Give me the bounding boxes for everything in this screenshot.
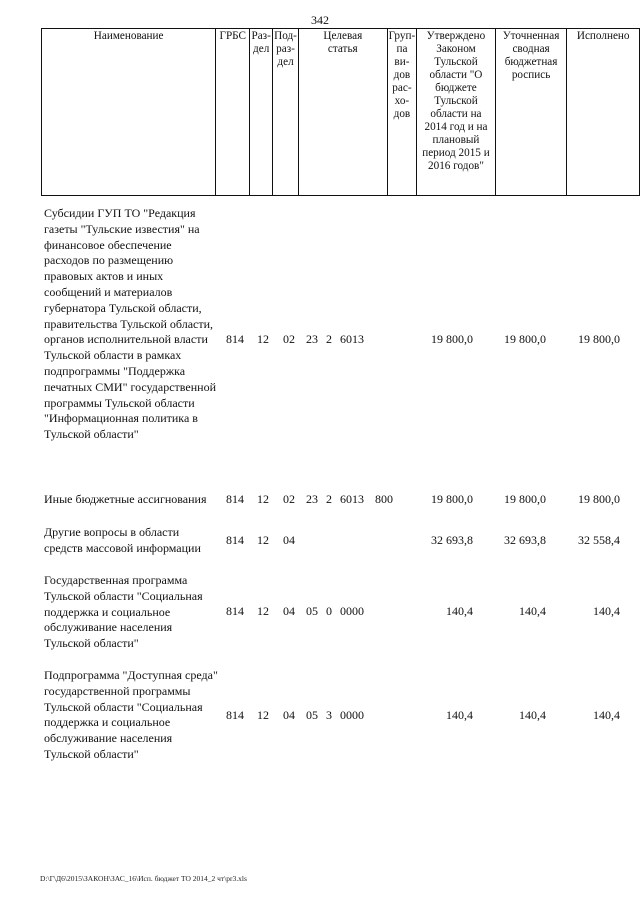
row-target-direction: 6013 <box>340 332 364 346</box>
header-podrazdel: Под- раз- дел <box>273 29 299 196</box>
header-razdel: Раз- дел <box>250 29 273 196</box>
row-name: Другие вопросы в области средств массовой информации <box>44 525 201 555</box>
row-approved: 140,4 <box>446 708 473 722</box>
header-grbs: ГРБС <box>216 29 250 196</box>
row-target-direction: 0000 <box>340 708 364 722</box>
row-razdel: 12 <box>257 492 269 506</box>
row-grbs: 814 <box>226 604 244 618</box>
row-specified: 140,4 <box>519 708 546 722</box>
row-name: Подпрограмма "Доступная среда" государственной программы Тульской области "Социальная поддержка и социальное обслуживание населения Тульской области" <box>44 668 218 761</box>
row-target-program: 05 <box>306 708 318 722</box>
row-podrazdel: 02 <box>283 332 295 346</box>
row-executed: 32 558,4 <box>578 533 620 547</box>
row-executed: 19 800,0 <box>578 492 620 506</box>
header-executed: Исполнено <box>567 29 640 196</box>
row-approved: 19 800,0 <box>431 332 473 346</box>
row-podrazdel: 02 <box>283 492 295 506</box>
header-name: Наименование <box>42 29 216 196</box>
row-approved: 140,4 <box>446 604 473 618</box>
row-target-subprogram: 2 <box>326 492 332 506</box>
file-path: D:\Г\Д6\2015\ЗАКОН\ЗАС_16\Исп. бюджет ТО 2014_2 чт\pr3.xls <box>40 874 247 883</box>
row-grbs: 814 <box>226 332 244 346</box>
row-grbs: 814 <box>226 533 244 547</box>
row-name: Государственная программа Тульской области "Социальная поддержка и социальное обслуживание населения Тульской области" <box>44 573 203 651</box>
row-specified: 32 693,8 <box>504 533 546 547</box>
row-target-program: 23 <box>306 332 318 346</box>
row-specified: 19 800,0 <box>504 492 546 506</box>
row-specified: 19 800,0 <box>504 332 546 346</box>
row-razdel: 12 <box>257 708 269 722</box>
row-target-program: 23 <box>306 492 318 506</box>
row-target-subprogram: 2 <box>326 332 332 346</box>
header-approved: Утверждено Законом Тульской области "О бюджете Тульской области на 2014 год и на плановый период 2015 и 2016 годов" <box>417 29 496 196</box>
row-target-direction: 0000 <box>340 604 364 618</box>
row-executed: 140,4 <box>593 604 620 618</box>
row-approved: 32 693,8 <box>431 533 473 547</box>
row-podrazdel: 04 <box>283 708 295 722</box>
row-razdel: 12 <box>257 604 269 618</box>
row-target-direction: 6013 <box>340 492 364 506</box>
row-target-subprogram: 0 <box>326 604 332 618</box>
row-razdel: 12 <box>257 332 269 346</box>
header-target: Целевая статья <box>298 29 387 196</box>
row-target-program: 05 <box>306 604 318 618</box>
row-executed: 19 800,0 <box>578 332 620 346</box>
row-grbs: 814 <box>226 492 244 506</box>
header-specified: Уточненная сводная бюджетная роспись <box>495 29 567 196</box>
row-podrazdel: 04 <box>283 604 295 618</box>
row-name: Иные бюджетные ассигнования <box>44 492 207 506</box>
page-number: 342 <box>311 13 329 27</box>
row-target-subprogram: 3 <box>326 708 332 722</box>
row-vr: 800 <box>375 492 393 506</box>
row-grbs: 814 <box>226 708 244 722</box>
row-name: Субсидии ГУП ТО "Редакция газеты "Тульские известия" на финансовое обеспечение расходов по размещению правовых актов и иных сообщений и материалов губернатора Тульской области, правительства Тульской области, органов исполнительной власти Тульской области в рамках подпрограммы "Поддержка печатных СМИ" государственной программы Тульской области "Информационная политика в Тульской области" <box>44 206 216 442</box>
row-specified: 140,4 <box>519 604 546 618</box>
row-executed: 140,4 <box>593 708 620 722</box>
row-razdel: 12 <box>257 533 269 547</box>
header-vr: Груп- па ви- дов рас- хо- дов <box>387 29 417 196</box>
row-podrazdel: 04 <box>283 533 295 547</box>
row-approved: 19 800,0 <box>431 492 473 506</box>
